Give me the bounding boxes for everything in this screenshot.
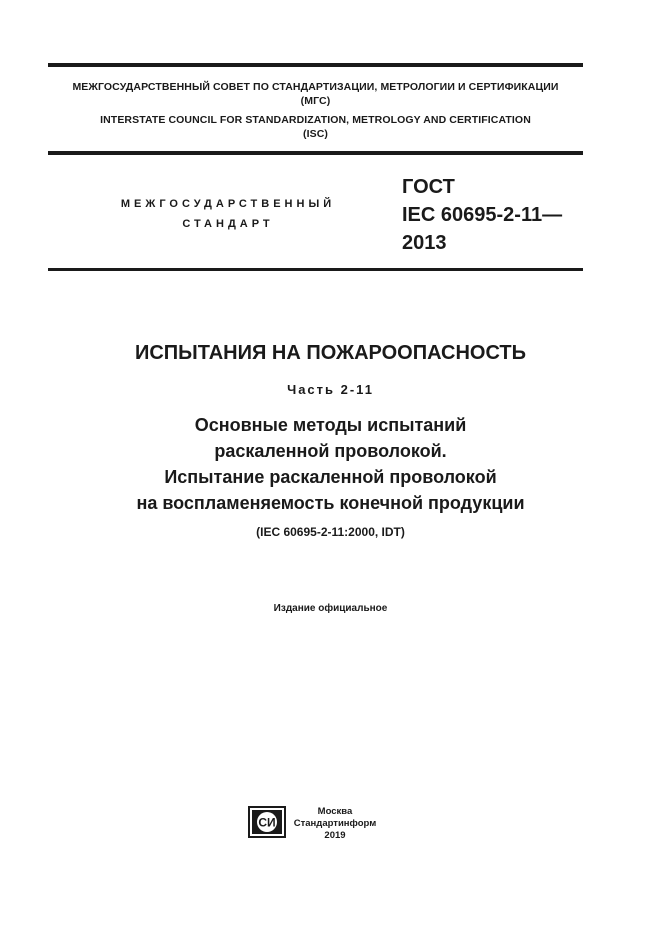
subtitle-line3: Испытание раскаленной проволокой — [164, 467, 497, 487]
publisher-city: Москва — [317, 806, 353, 817]
standard-kind — [78, 194, 378, 234]
standard-kind-line1: МЕЖГОСУДАРСТВЕННЫЙ — [120, 198, 336, 210]
document-title: ИСПЫТАНИЯ НА ПОЖАРООПАСНОСТЬ — [134, 342, 527, 364]
edition-note: Издание официальное — [273, 603, 388, 614]
subtitle-line1: Основные методы испытаний — [194, 415, 467, 435]
publisher-logo-icon — [248, 806, 286, 838]
designation-line2: IEC 60695-2-11— — [402, 204, 563, 226]
top-rule — [48, 63, 583, 67]
council-header — [48, 80, 583, 141]
publisher-imprint — [292, 806, 378, 842]
standard-kind-line2: СТАНДАРТ — [182, 218, 274, 230]
equivalence-note: (IEC 60695-2-11:2000, IDT) — [256, 525, 405, 539]
council-en-abbrev: (ISC) — [303, 128, 328, 140]
subtitle-line2: раскаленной проволокой. — [214, 441, 447, 461]
council-ru-abbrev: (МГС) — [300, 95, 331, 107]
header-rule — [48, 151, 583, 155]
standard-designation — [402, 173, 562, 257]
designation-line3: 2013 — [402, 232, 447, 254]
subtitle-line4: на воспламеняемость конечной продукции — [136, 493, 525, 513]
designation-line1: ГОСТ — [402, 176, 455, 198]
council-en-name: INTERSTATE COUNCIL FOR STANDARDIZATION, METROLOGY AND CERTIFICATION — [100, 114, 531, 126]
document-subtitle — [0, 412, 661, 516]
svg-text:СИ: СИ — [258, 815, 276, 830]
council-ru-name: МЕЖГОСУДАРСТВЕННЫЙ СОВЕТ ПО СТАНДАРТИЗАЦИИ, МЕТРОЛОГИИ И СЕРТИФИКАЦИИ — [72, 81, 559, 93]
document-part: Часть 2-11 — [287, 382, 374, 397]
publisher-name: Стандартинформ — [293, 818, 377, 829]
designation-rule — [48, 268, 583, 271]
publication-year: 2019 — [324, 830, 346, 841]
